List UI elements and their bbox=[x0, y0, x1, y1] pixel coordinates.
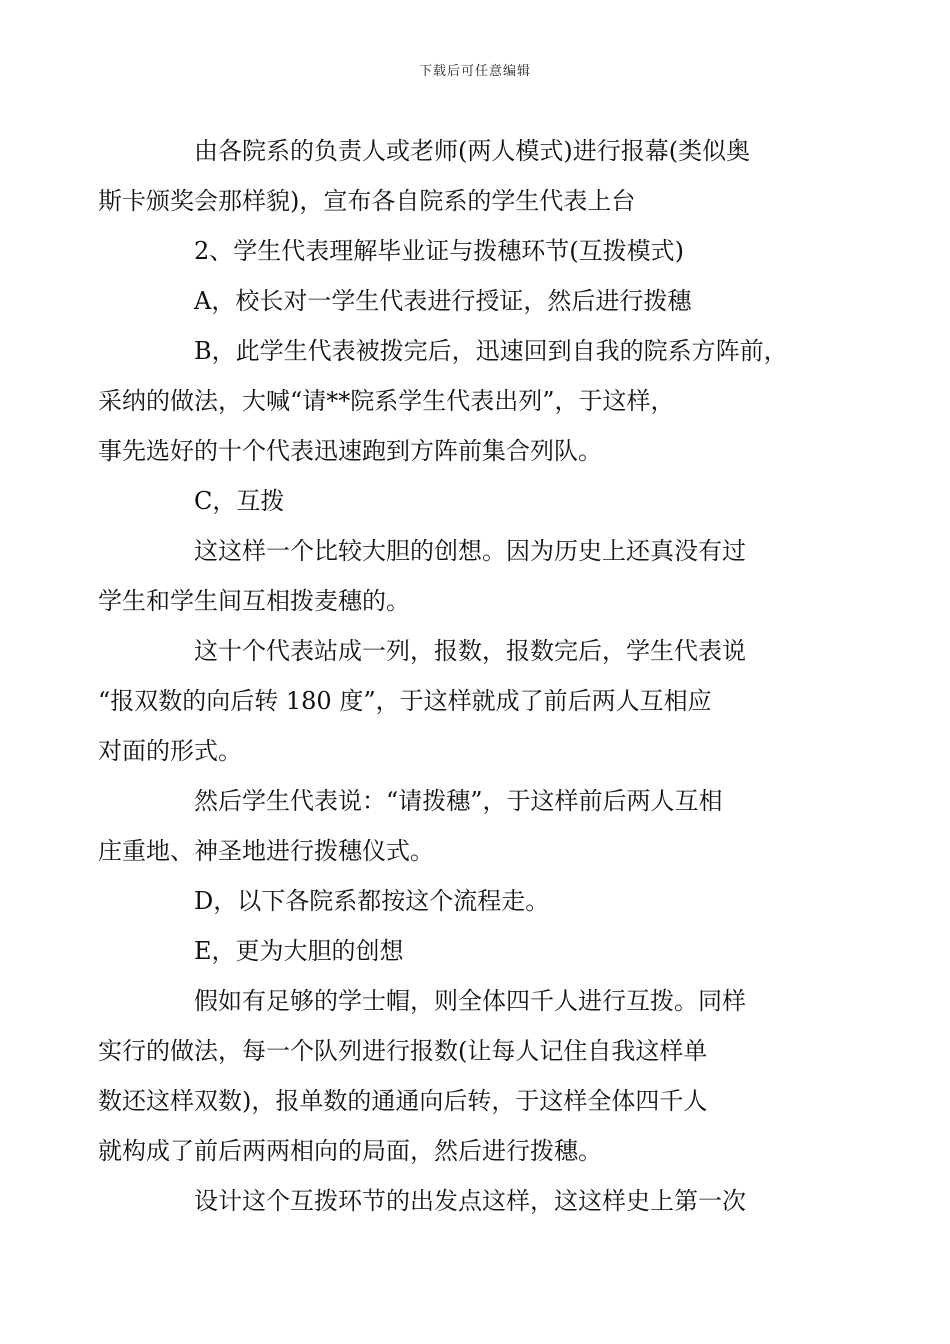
paragraph-line: 就构成了前后两两相向的局面，然后进行拨穗。 bbox=[98, 1137, 602, 1165]
paragraph-line: D，以下各院系都按这个流程走。 bbox=[194, 887, 550, 915]
paragraph-line: E，更为大胆的创想 bbox=[194, 937, 404, 965]
paragraph-line: 实行的做法，每一个队列进行报数(让每人记住自我这样单 bbox=[98, 1037, 708, 1065]
paragraph-line: 采纳的做法，大喊“请**院系学生代表出列”，于这样， bbox=[98, 387, 675, 415]
paragraph-line: 庄重地、神圣地进行拨穗仪式。 bbox=[98, 837, 434, 865]
paragraph-line: 斯卡颁奖会那样貌)，宣布各自院系的学生代表上台 bbox=[98, 187, 636, 215]
paragraph bbox=[146, 1176, 826, 1226]
paragraph bbox=[146, 876, 826, 926]
page-header: 下载后可任意编辑 bbox=[418, 64, 531, 79]
paragraph-line: 假如有足够的学士帽，则全体四千人进行互拨。同样 bbox=[194, 987, 746, 1015]
paragraph bbox=[146, 926, 826, 976]
paragraph bbox=[146, 276, 826, 326]
paragraph bbox=[146, 226, 826, 276]
paragraph-line: B，此学生代表被拨完后，迅速回到自我的院系方阵前， bbox=[194, 337, 788, 365]
paragraph bbox=[98, 126, 826, 226]
paragraph-line: 这这样一个比较大胆的创想。因为历史上还真没有过 bbox=[194, 537, 746, 565]
paragraph bbox=[98, 526, 826, 626]
paragraph-line: 这十个代表站成一列，报数，报数完后，学生代表说 bbox=[194, 637, 746, 665]
paragraph-line: 对面的形式。 bbox=[98, 737, 242, 765]
paragraph-line: 2、学生代表理解毕业证与拨穗环节(互拨模式) bbox=[194, 237, 684, 265]
paragraph-line: 事先选好的十个代表迅速跑到方阵前集合列队。 bbox=[98, 437, 602, 465]
paragraph-line: 设计这个互拨环节的出发点这样，这这样史上第一次 bbox=[194, 1187, 746, 1215]
paragraph-line: C，互拨 bbox=[194, 487, 285, 515]
paragraph-line: 由各院系的负责人或老师(两人模式)进行报幕(类似奥 bbox=[194, 137, 751, 165]
paragraph-line: 然后学生代表说：“请拨穗”，于这样前后两人互相 bbox=[194, 787, 723, 815]
paragraph bbox=[146, 476, 826, 526]
paragraph-line: 数还这样双数)，报单数的通通向后转，于这样全体四千人 bbox=[98, 1087, 708, 1115]
paragraph bbox=[98, 626, 826, 776]
paragraph bbox=[98, 326, 826, 476]
paragraph-line: 学生和学生间互相拨麦穗的。 bbox=[98, 587, 410, 615]
paragraph bbox=[98, 776, 826, 876]
paragraph-line: “报双数的向后转 180 度”，于这样就成了前后两人互相应 bbox=[98, 687, 712, 715]
paragraph-line: A，校长对一学生代表进行授证，然后进行拨穗 bbox=[194, 287, 692, 315]
paragraph bbox=[98, 976, 826, 1176]
document-body bbox=[98, 126, 826, 1226]
